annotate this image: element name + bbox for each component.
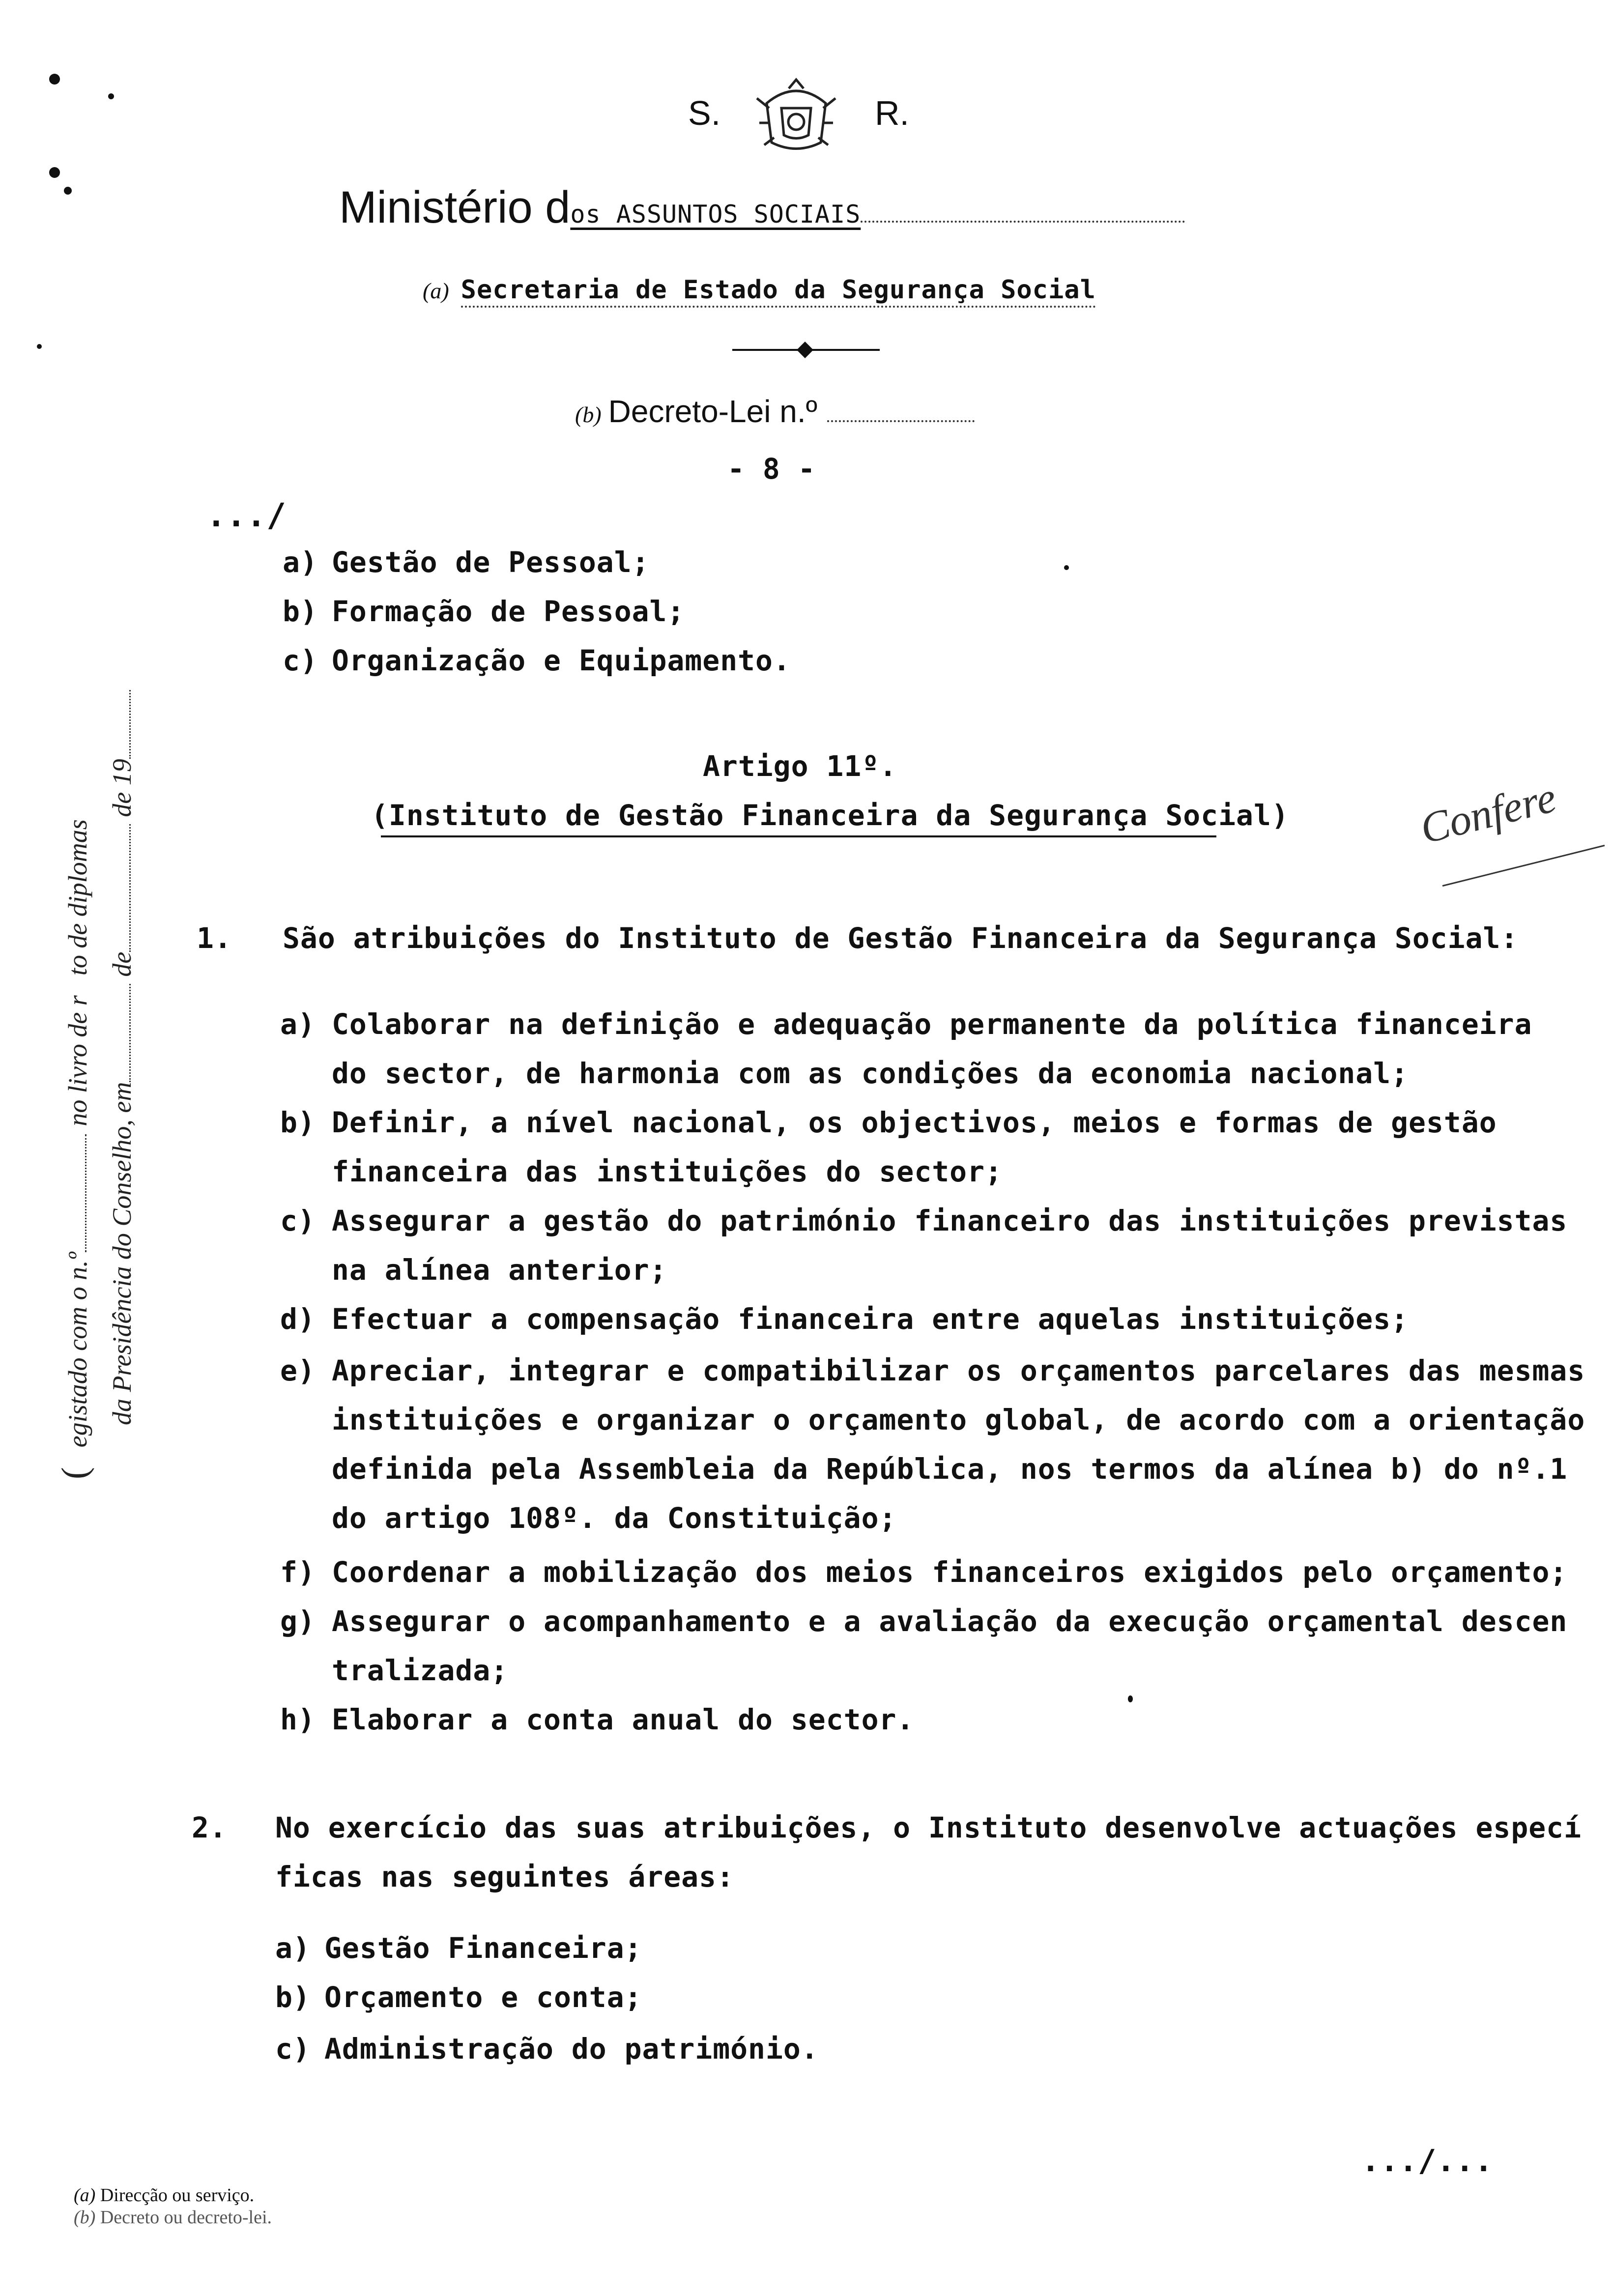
section2-line: ficas nas seguintes áreas: xyxy=(275,1860,734,1894)
section1-item-line: Efectuar a compensação financeira entre aquelas instituições; xyxy=(332,1302,1409,1336)
footnote-b xyxy=(74,2207,272,2228)
footnote-marker: (b) xyxy=(74,2207,96,2228)
scan-speck xyxy=(49,74,60,85)
handwritten-underline xyxy=(1442,845,1605,887)
continuation-mark-top: .../ xyxy=(206,496,287,534)
secretariat-name: Secretaria de Estado da Segurança Social xyxy=(461,275,1096,308)
scan-speck xyxy=(108,93,114,99)
scan-speck xyxy=(1064,565,1069,570)
secretariat-line xyxy=(423,275,1096,305)
section1-text: São atribuições do Instituto de Gestão Financeira da Segurança Social: xyxy=(283,921,1519,955)
article-title: Artigo 11º. xyxy=(703,749,897,783)
margin-registry-note xyxy=(54,690,137,1479)
decree-number-field xyxy=(827,420,975,422)
section2-line: No exercício das suas atribuições, o Instituto desenvolve actuações especí xyxy=(275,1811,1582,1844)
ministry-dotted-line xyxy=(861,221,1185,223)
section1-item-label: e) xyxy=(280,1354,316,1387)
margin-line-1 xyxy=(54,690,96,1479)
s-letter: S. xyxy=(688,94,721,132)
footnote-a xyxy=(74,2184,254,2206)
ministry-prefix: Ministério d xyxy=(339,182,571,232)
item-label: a) xyxy=(283,545,318,579)
decree-label: Decreto-Lei n.º xyxy=(608,394,817,429)
item-label: b) xyxy=(283,595,318,628)
footnote-text: Direcção ou serviço. xyxy=(100,2185,255,2206)
scan-speck xyxy=(37,344,42,349)
section1-item-line: Coordenar a mobilização dos meios financeiros exigidos pelo orçamento; xyxy=(332,1555,1568,1589)
coat-of-arms-icon xyxy=(747,74,845,157)
section2-number: 2. xyxy=(192,1811,227,1844)
intro-item-a xyxy=(283,545,650,579)
item-label: b) xyxy=(275,1980,311,2014)
section2-item-a xyxy=(275,1931,642,1965)
item-text: Gestão Financeira; xyxy=(324,1931,642,1965)
section2-item-b xyxy=(275,1980,642,2014)
intro-item-b xyxy=(283,595,685,628)
decree-line xyxy=(575,393,975,430)
ministry-title xyxy=(339,182,1185,233)
margin-dotted-field xyxy=(129,690,131,759)
scan-speck xyxy=(1128,1695,1133,1702)
item-label: c) xyxy=(275,2032,311,2066)
item-text: Organização e Equipamento. xyxy=(332,644,791,677)
footnote-marker: (a) xyxy=(74,2185,96,2206)
scan-speck xyxy=(49,167,60,178)
margin-text: de xyxy=(107,951,137,977)
ministry-name: os ASSUNTOS SOCIAIS xyxy=(570,200,861,229)
section1-item-line: do sector, de harmonia com as condições da economia nacional; xyxy=(332,1057,1409,1090)
footnote-text: Decreto ou decreto-lei. xyxy=(100,2207,272,2228)
section1-item-line: instituições e organizar o orçamento global, de acordo com a orientação xyxy=(332,1403,1585,1436)
margin-dotted-field xyxy=(129,984,131,1082)
section1-item-label: d) xyxy=(280,1302,316,1336)
section1-item-line: Assegurar o acompanhamento e a avaliação da execução orçamental descen xyxy=(332,1605,1568,1638)
section1-item-label: g) xyxy=(280,1605,316,1638)
margin-text: egistado com o n.º xyxy=(63,1252,92,1448)
marker-b: (b) xyxy=(575,402,602,427)
margin-text: da Presidência do Conselho, em xyxy=(107,1082,137,1425)
section1-item-line: definida pela Assembleia da República, nos termos da alínea b) do nº.1 xyxy=(332,1452,1568,1486)
section1-item-line: do artigo 108º. da Constituição; xyxy=(332,1501,897,1535)
page-number: - 8 - xyxy=(727,452,816,486)
article-subtitle: (Instituto de Gestão Financeira da Segurança Social) xyxy=(371,799,1289,832)
margin-text: de 19 xyxy=(107,759,137,817)
section1-item-line: tralizada; xyxy=(332,1654,509,1687)
margin-text: no livro de r xyxy=(63,995,92,1126)
item-label: c) xyxy=(283,644,318,677)
r-letter: R. xyxy=(875,94,909,132)
section1-item-line: Definir, a nível nacional, os objectivos, meios e formas de gestão xyxy=(332,1106,1497,1139)
section1-number: 1. xyxy=(197,921,232,955)
margin-line-2 xyxy=(107,690,137,1479)
section1-item-label: c) xyxy=(280,1204,316,1237)
item-text: Formação de Pessoal; xyxy=(332,595,685,628)
separator-diamond-icon xyxy=(797,342,813,358)
section1-item-line: na alínea anterior; xyxy=(332,1253,667,1287)
scan-speck xyxy=(64,187,72,195)
item-label: a) xyxy=(275,1931,311,1965)
marker-a: (a) xyxy=(423,278,449,303)
section1-item-label: a) xyxy=(280,1007,316,1041)
margin-bracket: ( xyxy=(55,1467,95,1479)
section1-item-line: Elaborar a conta anual do sector. xyxy=(332,1703,915,1736)
item-text: Administração do património. xyxy=(324,2032,819,2066)
margin-dotted-field xyxy=(129,824,131,952)
section1-item-label: f) xyxy=(280,1555,316,1589)
section1-item-line: Assegurar a gestão do património financeiro das instituições previstas xyxy=(332,1204,1568,1237)
section2-item-c xyxy=(275,2032,819,2066)
handwritten-note: Confere xyxy=(1415,774,1561,854)
item-text: Gestão de Pessoal; xyxy=(332,545,650,579)
margin-text: to de diplomas xyxy=(63,819,92,976)
continuation-mark-bottom: .../... xyxy=(1361,2143,1494,2179)
item-text: Orçamento e conta; xyxy=(324,1980,642,2014)
margin-dotted-field xyxy=(85,1134,86,1252)
section1-item-line: Apreciar, integrar e compatibilizar os orçamentos parcelares das mesmas xyxy=(332,1354,1585,1387)
article-subtitle-underline xyxy=(381,835,1216,837)
intro-item-c xyxy=(283,644,791,677)
section1-item-line: Colaborar na definição e adequação permanente da política financeira xyxy=(332,1007,1532,1041)
section1-item-label: h) xyxy=(280,1703,316,1736)
section1-item-line: financeira das instituições do sector; xyxy=(332,1155,1003,1188)
section1-item-label: b) xyxy=(280,1106,316,1139)
